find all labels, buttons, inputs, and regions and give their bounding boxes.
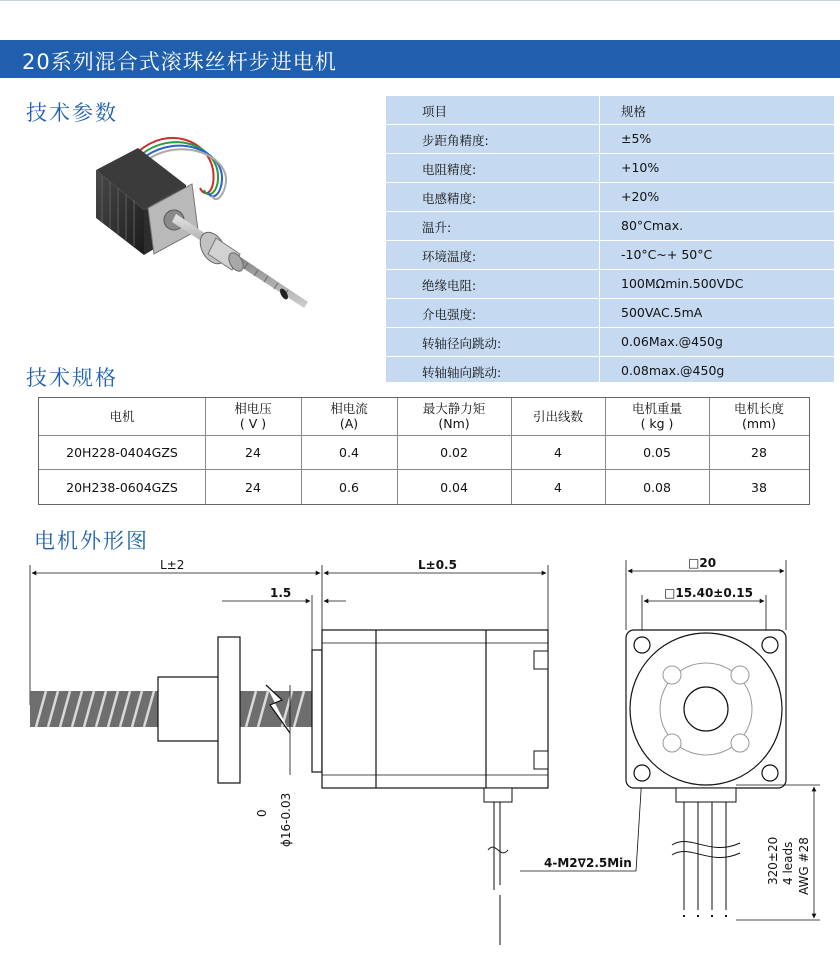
- parameter-item: 环境温度:: [422, 249, 477, 264]
- spec-cell: 24: [245, 480, 261, 495]
- parameter-spec: 0.08max.@450g: [621, 363, 725, 378]
- parameter-item: 绝缘电阻:: [422, 278, 477, 293]
- spec-table-rule: [39, 435, 809, 436]
- dim-square-inner: □15.40±0.15: [664, 586, 753, 600]
- parameter-spec: ±5%: [621, 131, 652, 146]
- spec-header-motor: 电机: [109, 409, 135, 424]
- parameter-row: [386, 154, 834, 183]
- parameter-item: 温升:: [422, 220, 452, 235]
- dim-l-body: L±0.5: [418, 558, 457, 572]
- spec-header-leads: 引出线数: [532, 409, 583, 424]
- spec-cell: 4: [554, 480, 562, 495]
- parameter-table: [386, 96, 834, 382]
- dim-l-total: L±2: [160, 558, 185, 572]
- parameter-spec: 500VAC.5mA: [621, 305, 703, 320]
- spec-cell-model: 20H238-0604GZS: [66, 480, 178, 495]
- dim-awg: AWG #28: [797, 837, 811, 895]
- spec-cell: 0.04: [440, 480, 468, 495]
- parameter-spec: 100MΩmin.500VDC: [621, 276, 744, 291]
- nut: [158, 677, 220, 741]
- spec-header-current: 相电流: [330, 401, 368, 416]
- lead-exit: [484, 788, 512, 802]
- section-title-specs: 技术规格: [26, 366, 118, 390]
- parameter-head-spec: 规格: [621, 104, 647, 119]
- leader-line: [636, 775, 642, 871]
- dim-leads: 4 leads: [781, 841, 795, 885]
- spec-cell: 0.08: [643, 480, 671, 495]
- parameter-item: 转轴轴向跳动:: [422, 365, 502, 380]
- dim-diameter-upper: 0: [255, 809, 269, 817]
- parameter-row: [386, 328, 834, 357]
- nut-flange: [218, 637, 240, 783]
- mount-hole: [762, 765, 778, 781]
- motor-photo: [88, 130, 323, 315]
- spec-cell: 0.4: [339, 445, 359, 460]
- parameter-row: [386, 212, 834, 241]
- spec-cell: 38: [751, 480, 767, 495]
- spec-header-torque: 最大静力矩: [422, 401, 486, 416]
- spec-table: [38, 397, 810, 505]
- parameter-item: 电阻精度:: [422, 162, 477, 177]
- outline-drawing: [0, 555, 840, 971]
- mount-hole: [634, 765, 650, 781]
- mount-hole: [762, 637, 778, 653]
- lead-connector: [676, 788, 736, 802]
- parameter-row: [386, 357, 834, 386]
- spec-cell: 28: [751, 445, 767, 460]
- spec-table-rule: [39, 469, 809, 470]
- parameter-head-item: 项目: [422, 104, 448, 119]
- parameter-row: [386, 299, 834, 328]
- dim-screw-hole: 4-M2∇2.5Min: [544, 856, 632, 870]
- parameter-row: [386, 270, 834, 299]
- spec-header-weight-unit: ( kg ): [640, 416, 674, 431]
- spec-cell: 4: [554, 445, 562, 460]
- spec-header-current-unit: (A): [339, 416, 359, 431]
- parameter-spec: 80°Cmax.: [621, 218, 684, 233]
- spec-cell: 24: [245, 445, 261, 460]
- spec-header-length-unit: (mm): [741, 416, 777, 431]
- title-bar: [0, 40, 840, 78]
- section-title-params: 技术参数: [26, 101, 118, 125]
- spec-header-length: 电机长度: [733, 401, 784, 416]
- spec-cell-model: 20H228-0404GZS: [66, 445, 178, 460]
- motor-pilot: [312, 650, 322, 772]
- parameter-item: 转轴径向跳动:: [422, 336, 502, 351]
- mount-hole: [634, 637, 650, 653]
- parameter-spec: 0.06Max.@450g: [621, 334, 723, 349]
- parameter-item: 步距角精度:: [422, 133, 489, 148]
- parameter-row: [386, 125, 834, 154]
- dim-lead-length: 320±20: [766, 836, 780, 885]
- parameter-row: [386, 241, 834, 270]
- motor-body-side: [322, 630, 548, 788]
- parameter-row: [386, 183, 834, 212]
- spec-cell: 0.02: [440, 445, 468, 460]
- spec-header-voltage: 相电压: [234, 401, 272, 416]
- spec-header-torque-unit: (Nm): [438, 416, 470, 431]
- section-title-outline: 电机外形图: [34, 529, 149, 553]
- spec-header-weight: 电机重量: [631, 401, 682, 416]
- spec-header-voltage-unit: ( V ): [239, 416, 267, 431]
- dim-diameter: ϕ16-0.03: [279, 792, 293, 847]
- parameter-head-row: [386, 96, 834, 125]
- dim-flange-thickness: 1.5: [270, 586, 292, 600]
- spec-cell: 0.6: [339, 480, 359, 495]
- page-title: 20系列混合式滚珠丝杆步进电机: [22, 50, 337, 74]
- spec-cell: 0.05: [643, 445, 671, 460]
- top-border: [0, 0, 840, 1]
- parameter-item: 介电强度:: [422, 307, 477, 322]
- parameter-spec: +10%: [621, 160, 660, 175]
- dim-square-outer: □20: [688, 556, 717, 570]
- parameter-item: 电感精度:: [422, 191, 477, 206]
- parameter-spec: -10°C~+ 50°C: [621, 247, 713, 262]
- parameter-spec: +20%: [621, 189, 660, 204]
